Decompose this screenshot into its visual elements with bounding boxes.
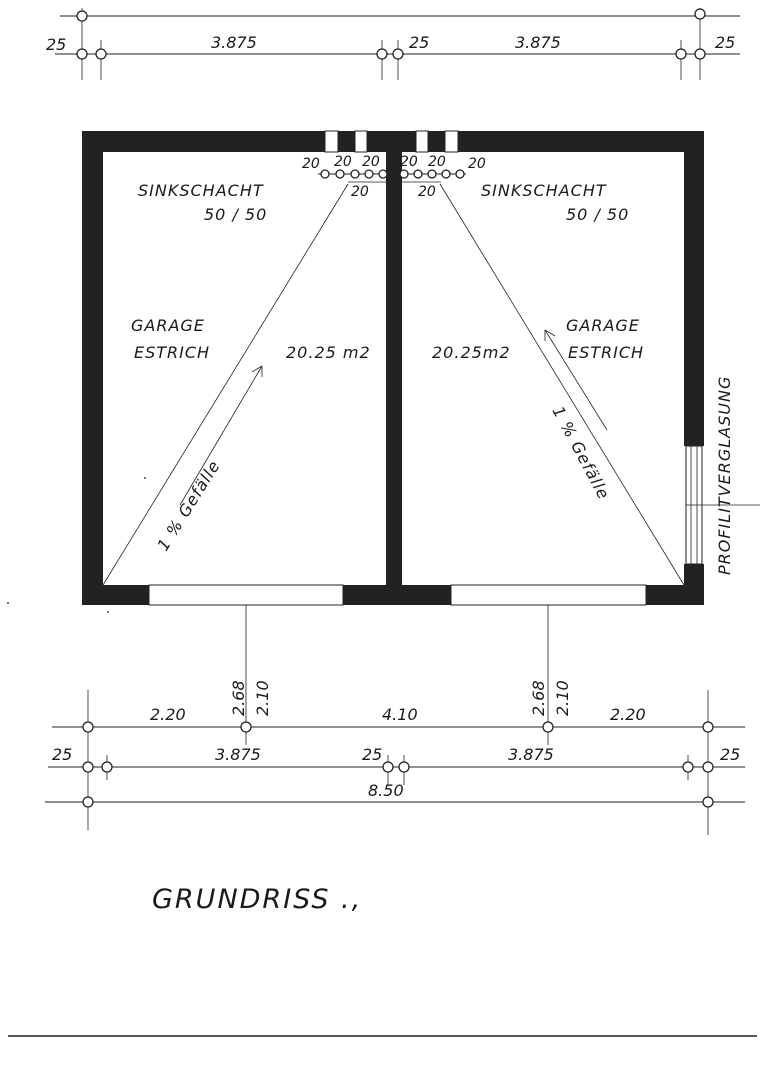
dimension-node <box>83 722 93 732</box>
top-wall <box>428 131 445 152</box>
drain-label: 20 <box>351 184 369 200</box>
room-name: GARAGE <box>131 316 205 335</box>
bottom-wall <box>646 585 704 605</box>
drain-node <box>456 170 464 178</box>
top-window-opening <box>325 131 338 152</box>
top-wall <box>458 131 704 152</box>
dimension-node <box>393 49 403 59</box>
dim-label: 2.10 <box>253 680 272 716</box>
drain-label: 20 <box>334 154 352 170</box>
drain-node <box>351 170 359 178</box>
room-area: 20.25 m2 <box>286 343 371 362</box>
middle-wall <box>386 131 402 605</box>
drain-label: 20 <box>428 154 446 170</box>
bottom-dimension-chain <box>45 605 745 835</box>
dimension-node <box>96 49 106 59</box>
top-window-opening <box>355 131 367 152</box>
dimension-node <box>383 762 393 772</box>
drain-node <box>414 170 422 178</box>
drain-node <box>321 170 329 178</box>
ink-speck <box>144 477 146 479</box>
arrow-head <box>545 330 555 341</box>
sinkschacht-size: 50 / 50 <box>566 205 630 224</box>
bottom-wall <box>343 585 451 605</box>
drain-node <box>400 170 408 178</box>
dimension-node <box>703 722 713 732</box>
dim-label: 25 <box>720 745 741 764</box>
drain-label: 20 <box>418 184 436 200</box>
dimension-node <box>83 762 93 772</box>
room-area: 20.25m2 <box>432 343 511 362</box>
dim-label: 3.875 <box>508 745 554 764</box>
dim-label: 2.68 <box>529 680 548 716</box>
slope-diagonal-left <box>103 184 348 585</box>
slope-diagonal-right <box>440 184 684 585</box>
dimension-node <box>241 722 251 732</box>
drain-label: 20 <box>400 154 418 170</box>
ink-speck <box>107 611 109 613</box>
dim-label: 2.20 <box>610 705 646 724</box>
dim-label: 25 <box>52 745 73 764</box>
dimension-node <box>695 9 705 19</box>
dimension-node <box>102 762 112 772</box>
top-wall <box>338 131 355 152</box>
slope-label: 1 % Gefälle <box>153 456 224 555</box>
dim-label: 8.50 <box>368 781 404 800</box>
walls <box>82 131 760 605</box>
garage-door-opening-right <box>451 585 646 605</box>
sinkschacht-size: 50 / 50 <box>204 205 268 224</box>
top-dimension-chain <box>46 8 740 80</box>
sinkschacht-label: SINKSCHACHT <box>138 181 264 200</box>
drain-node <box>336 170 344 178</box>
drawing-title: GRUNDRISS ., <box>152 884 363 915</box>
left-wall <box>82 131 103 605</box>
room-name: GARAGE <box>566 316 640 335</box>
dimension-node <box>377 49 387 59</box>
dimension-node <box>695 49 705 59</box>
dimension-node <box>77 11 87 21</box>
dim-label: 3.875 <box>211 33 257 52</box>
dim-label: 25 <box>715 33 736 52</box>
drain-node <box>379 170 387 178</box>
ink-speck <box>7 602 9 604</box>
top-window-opening <box>445 131 458 152</box>
dimension-node <box>683 762 693 772</box>
dim-label: 2.20 <box>150 705 186 724</box>
sinkschacht-label: SINKSCHACHT <box>481 181 607 200</box>
dimension-node <box>77 49 87 59</box>
room-right <box>432 181 644 503</box>
dimension-node <box>543 722 553 732</box>
arrow-head <box>252 366 262 377</box>
top-wall <box>82 131 325 152</box>
right-wall <box>684 131 704 446</box>
top-window-opening <box>416 131 428 152</box>
profilit-label: PROFILITVERGLASUNG <box>715 375 734 575</box>
drain-node <box>428 170 436 178</box>
drain-node <box>365 170 373 178</box>
dimension-node <box>703 762 713 772</box>
dim-label: 25 <box>362 745 383 764</box>
floor-type: ESTRICH <box>134 343 211 362</box>
slope-label: 1 % Gefälle <box>548 402 614 503</box>
garage-door-opening-left <box>149 585 343 605</box>
dimension-node <box>703 797 713 807</box>
dimension-node <box>676 49 686 59</box>
drain-label: 20 <box>302 156 320 172</box>
dim-label: 2.68 <box>229 680 248 716</box>
bottom-wall <box>82 585 149 605</box>
drain-label: 20 <box>468 156 486 172</box>
dim-label: 4.10 <box>382 705 418 724</box>
dim-label: 3.875 <box>515 33 561 52</box>
drain-node <box>442 170 450 178</box>
dim-label: 3.875 <box>215 745 261 764</box>
floor-type: ESTRICH <box>568 343 645 362</box>
dim-label: 2.10 <box>553 680 572 716</box>
dim-label: 25 <box>46 35 67 54</box>
drain-label: 20 <box>362 154 380 170</box>
room-left <box>131 181 371 554</box>
dimension-node <box>399 762 409 772</box>
dim-label: 25 <box>409 33 430 52</box>
dimension-node <box>83 797 93 807</box>
